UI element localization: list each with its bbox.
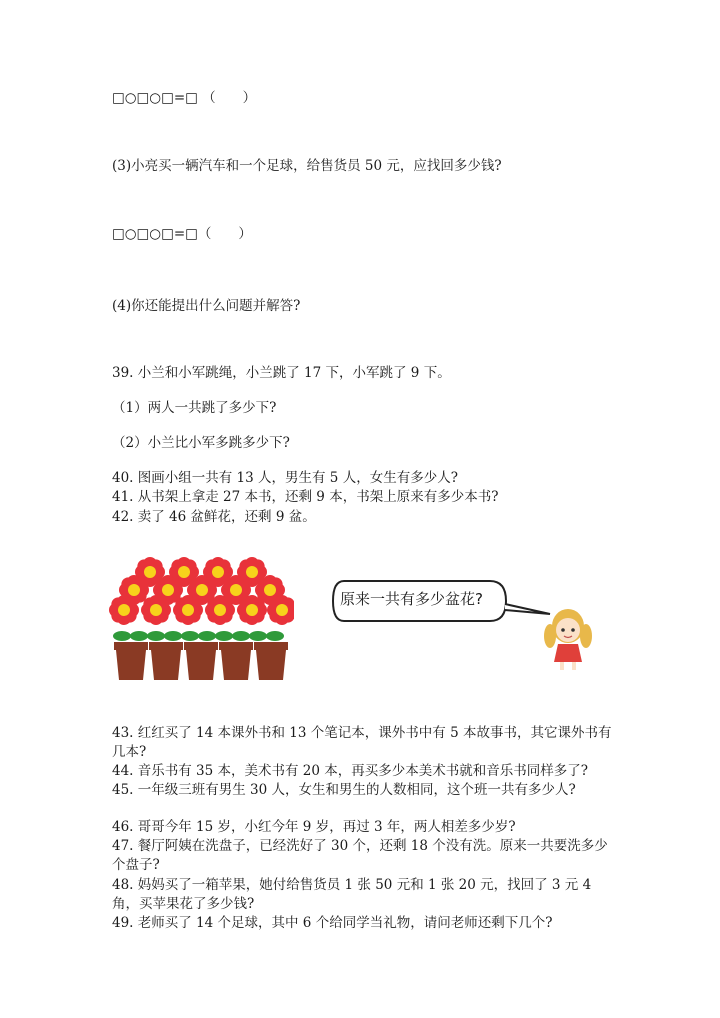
flower-pots-illustration <box>108 554 294 684</box>
pot-icon <box>184 642 218 680</box>
leaf-icon <box>181 631 199 641</box>
problem-39-part-1: （1）两人一共跳了多少下? <box>112 400 277 416</box>
leaf-icon <box>130 631 148 641</box>
formula-line-2: □○□○□=□（ ） <box>112 226 252 242</box>
leaf-icon <box>198 631 216 641</box>
formula-line-1: □○□○□=□ （ ） <box>112 90 257 106</box>
pot-icon <box>254 642 288 680</box>
problem-41: 41. 从书架上拿走 27 本书，还剩 9 本，书架上原来有多少本书? <box>112 489 499 505</box>
leaf-icon <box>266 631 284 641</box>
problem-48: 48. 妈妈买了一箱苹果，她付给售货员 1 张 50 元和 1 张 20 元，找回了 3 元 4 角，买苹果花了多少钱? <box>112 877 592 912</box>
flower-icon <box>237 595 267 625</box>
problem-46: 46. 哥哥今年 15 岁，小红今年 9 岁，再过 3 年，两人相差多少岁? <box>112 819 516 835</box>
problem-42: 42. 卖了 46 盆鲜花，还剩 9 盆。 <box>112 509 316 525</box>
problem-40: 40. 图画小组一共有 13 人，男生有 5 人，女生有多少人? <box>112 470 458 486</box>
flower-icon <box>173 595 203 625</box>
pot-icon <box>219 642 253 680</box>
leaf-icon <box>249 631 267 641</box>
leaf-icon <box>164 631 182 641</box>
flower-icon <box>205 595 235 625</box>
pots <box>114 642 288 680</box>
problem-47: 47. 餐厅阿姨在洗盘子，已经洗好了 30 个，还剩 18 个没有洗。原来一共要洗多少个盘子? <box>112 838 608 873</box>
problem-45: 45. 一年级三班有男生 30 人，女生和男生的人数相同，这个班一共有多少人? <box>112 782 576 798</box>
problem-49: 49. 老师买了 14 个足球，其中 6 个给同学当礼物，请问老师还剩下几个? <box>112 915 553 931</box>
leaf-icon <box>232 631 250 641</box>
leaf-icon <box>113 631 131 641</box>
problem-39: 39. 小兰和小军跳绳，小兰跳了 17 下，小军跳了 9 下。 <box>112 365 451 381</box>
question-4: (4)你还能提出什么问题并解答? <box>112 298 301 314</box>
pot-icon <box>149 642 183 680</box>
leaf-icon <box>147 631 165 641</box>
leaf-icon <box>215 631 233 641</box>
flower-icon <box>109 595 139 625</box>
question-3: (3)小亮买一辆汽车和一个足球，给售货员 50 元，应找回多少钱? <box>112 158 502 174</box>
speech-bubble-text: 原来一共有多少盆花? <box>340 590 483 608</box>
flower-cluster <box>109 557 294 641</box>
pot-icon <box>114 642 148 680</box>
girl-icon <box>540 604 596 674</box>
problem-44: 44. 音乐书有 35 本，美术书有 20 本，再买多少本美术书就和音乐书同样多了? <box>112 763 589 779</box>
problem-39-part-2: （2）小兰比小军多跳多少下? <box>112 435 290 451</box>
flower-icon <box>141 595 171 625</box>
problem-43: 43. 红红买了 14 本课外书和 13 个笔记本，课外书中有 5 本故事书，其它课外书有几本? <box>112 725 612 760</box>
